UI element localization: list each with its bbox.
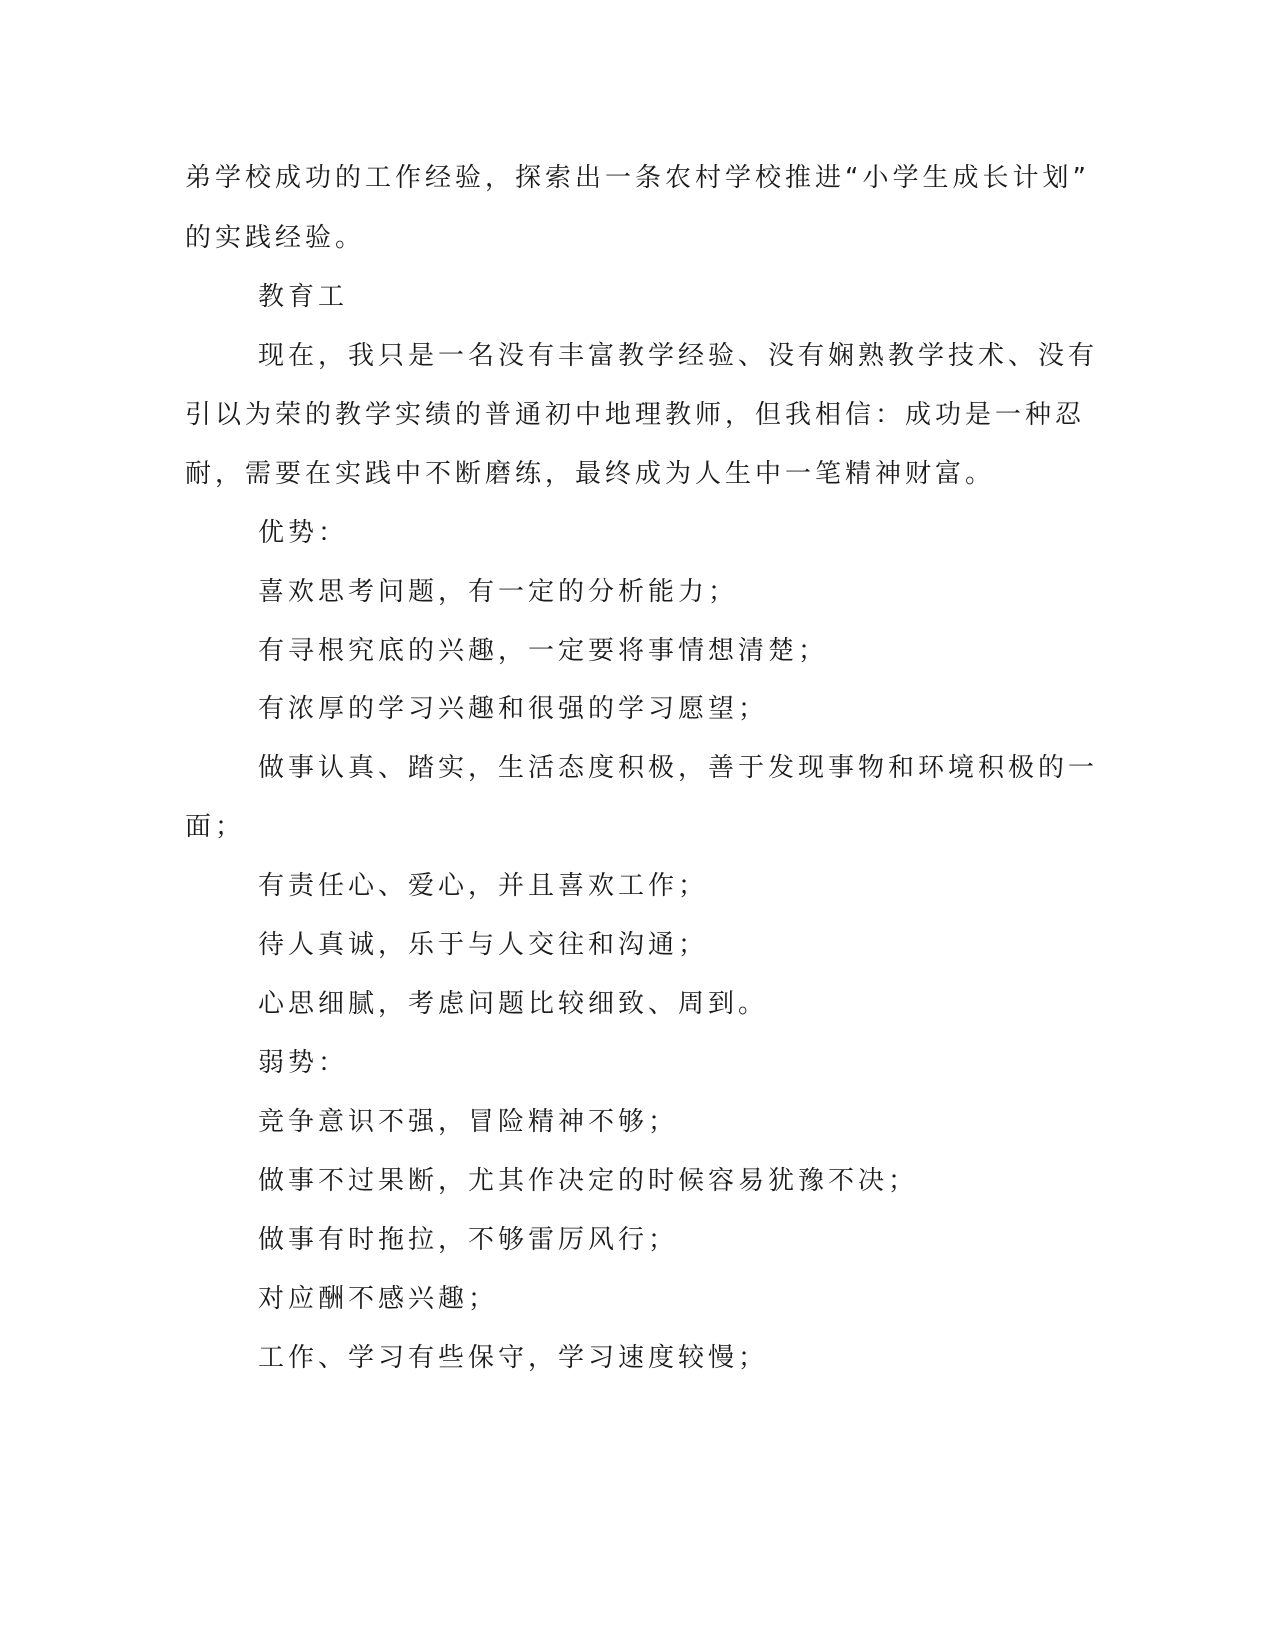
- weakness-item: 工作、学习有些保守，学习速度较慢；: [258, 1343, 769, 1373]
- paragraph-line: 现在，我只是一名没有丰富教学经验、没有娴熟教学技术、没有: [258, 341, 1099, 371]
- section-heading: 教育工: [258, 282, 349, 312]
- weakness-item: 对应酬不感兴趣；: [258, 1284, 499, 1314]
- strength-item-continued: 面；: [185, 812, 246, 842]
- paragraph-line: 的实践经验。: [185, 223, 366, 253]
- strength-item: 有责任心、爱心，并且喜欢工作；: [258, 871, 709, 901]
- strength-item: 心思细腻，考虑问题比较细致、周到。: [258, 989, 769, 1019]
- weakness-item: 竞争意识不强，冒险精神不够；: [258, 1107, 679, 1137]
- paragraph-line: 弟学校成功的工作经验，探索出一条农村学校推进“小学生成长计划”: [185, 163, 1090, 193]
- strength-item: 待人真诚，乐于与人交往和沟通；: [258, 930, 709, 960]
- strength-item: 有浓厚的学习兴趣和很强的学习愿望；: [258, 694, 769, 724]
- weaknesses-heading: 弱势：: [258, 1048, 349, 1078]
- strength-item: 做事认真、踏实，生活态度积极，善于发现事物和环境积极的一: [258, 753, 1099, 783]
- strength-item: 有寻根究底的兴趣，一定要将事情想清楚；: [258, 636, 829, 666]
- paragraph-line: 引以为荣的教学实绩的普通初中地理教师，但我相信：成功是一种忍: [185, 400, 1086, 430]
- strengths-heading: 优势：: [258, 518, 349, 548]
- weakness-item: 做事有时拖拉，不够雷厉风行；: [258, 1225, 679, 1255]
- paragraph-line: 耐，需要在实践中不断磨练，最终成为人生中一笔精神财富。: [185, 459, 996, 489]
- strength-item: 喜欢思考问题，有一定的分析能力；: [258, 577, 739, 607]
- weakness-item: 做事不过果断，尤其作决定的时候容易犹豫不决；: [258, 1166, 919, 1196]
